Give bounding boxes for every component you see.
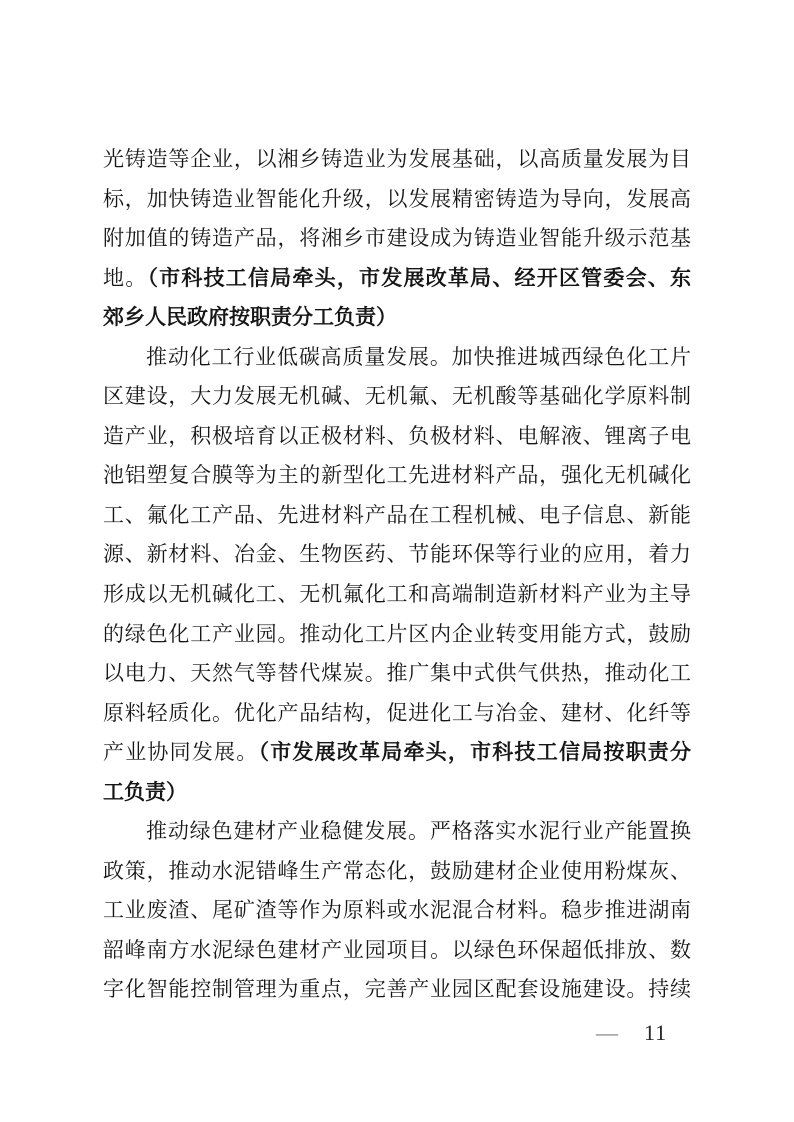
text-run: 光铸造等企业，以湘乡铸造业为发展基础，以高质量发展为目 xyxy=(103,147,691,171)
text-run: 政策，推动水泥错峰生产常态化，鼓励建材企业使用粉煤灰、 xyxy=(103,858,691,883)
text-run: 产业协同发展。 xyxy=(103,740,259,765)
page-footer xyxy=(0,1019,794,1049)
text-run: 工业废渣、尾矿渣等作为原料或水泥混合材料。稳步推进湖南 xyxy=(103,898,691,923)
text-line xyxy=(103,219,691,259)
text-run: 的绿色化工产业园。推动化工片区内企业转变用能方式，鼓励 xyxy=(103,621,691,646)
footer-dash: — xyxy=(596,1020,618,1045)
text-line xyxy=(103,773,691,813)
text-run: 地。 xyxy=(103,265,148,290)
text-run: 以电力、天然气等替代煤炭。推广集中式供气供热，推动化工 xyxy=(103,661,691,686)
text-line xyxy=(103,417,691,457)
text-line xyxy=(103,733,691,773)
text-line xyxy=(103,970,691,1010)
text-run: 标，加快铸造业智能化升级，以发展精密铸造为导向，发展高 xyxy=(103,186,691,211)
text-run: 推动化工行业低碳高质量发展。加快推进城西绿色化工片 xyxy=(146,344,691,369)
text-line xyxy=(103,694,691,734)
text-run: 附加值的铸造产品，将湘乡市建设成为铸造业智能升级示范基 xyxy=(103,226,691,251)
document-body xyxy=(103,140,691,1010)
text-line xyxy=(103,575,691,615)
page-number: 11 xyxy=(644,1020,668,1045)
text-run: 池铝塑复合膜等为主的新型化工先进材料产品，强化无机碱化 xyxy=(103,463,691,488)
text-run-bold: 郊乡人民政府按职责分工负责） xyxy=(103,305,397,330)
text-line xyxy=(103,654,691,694)
text-line xyxy=(103,180,691,220)
text-line xyxy=(103,298,691,338)
text-line xyxy=(103,615,691,655)
paragraph xyxy=(103,338,691,813)
paragraph xyxy=(103,140,691,338)
text-run: 原料轻质化。优化产品结构，促进化工与冶金、建材、化纤等 xyxy=(103,700,691,725)
text-line xyxy=(103,891,691,931)
text-line xyxy=(103,931,691,971)
text-run: 推动绿色建材产业稳健发展。严格落实水泥行业产能置换 xyxy=(146,819,691,844)
text-line xyxy=(103,338,691,378)
text-run: 工、氟化工产品、先进材料产品在工程机械、电子信息、新能 xyxy=(103,502,691,527)
text-line xyxy=(103,535,691,575)
text-line xyxy=(103,812,691,852)
text-run: 形成以无机碱化工、无机氟化工和高端制造新材料产业为主导 xyxy=(103,582,691,607)
text-run: 区建设，大力发展无机碱、无机氟、无机酸等基础化学原料制 xyxy=(103,384,691,409)
text-line xyxy=(103,259,691,299)
paragraph xyxy=(103,812,691,1010)
text-run: 源、新材料、冶金、生物医药、节能环保等行业的应用，着力 xyxy=(103,542,691,567)
text-line xyxy=(103,852,691,892)
text-run-bold: 工负责） xyxy=(103,779,187,804)
text-line xyxy=(103,140,691,180)
text-run: 字化智能控制管理为重点，完善产业园区配套设施建设。持续 xyxy=(103,977,691,1002)
text-run-bold: （市科技工信局牵头，市发展改革局、经开区管委会、东 xyxy=(147,265,692,290)
text-run: 韶峰南方水泥绿色建材产业园项目。以绿色环保超低排放、数 xyxy=(103,937,691,962)
text-line xyxy=(103,377,691,417)
text-run-bold: （市发展改革局牵头，市科技工信局按职责分 xyxy=(258,740,692,765)
text-line xyxy=(103,456,691,496)
text-line xyxy=(103,496,691,536)
text-run: 造产业，积极培育以正极材料、负极材料、电解液、锂离子电 xyxy=(103,423,691,448)
